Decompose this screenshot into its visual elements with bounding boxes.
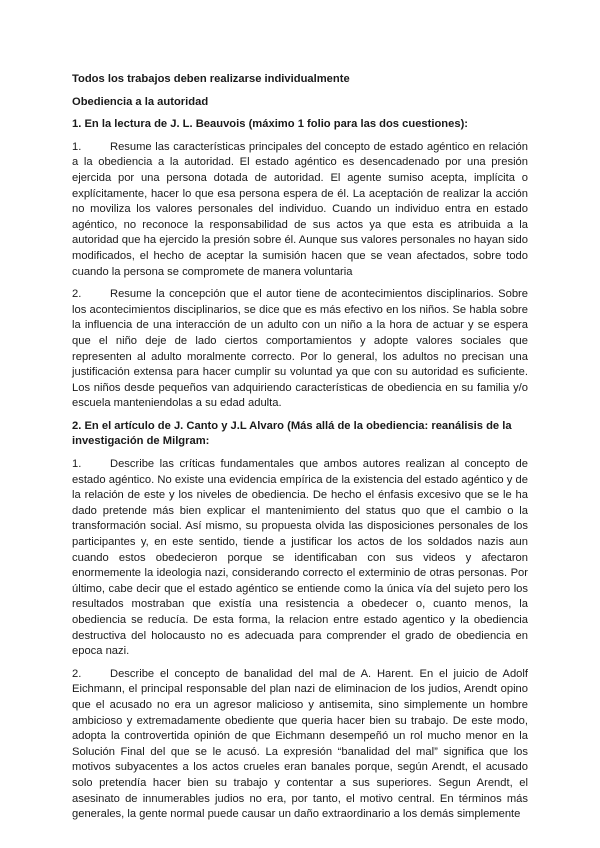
item-number: 2.	[72, 667, 82, 680]
section-1-heading: 1. En la lectura de J. L. Beauvois (máximo 1 folio para las dos cuestiones):	[72, 118, 469, 131]
item-text: Describe las críticas fundamentales que ambos autores realizan al concepto de estado agéntico. No existe una evidencia empírica de la existencia del estado agéntico y de la relación de este y los niveles de obediencia. De hecho el énfasis excesivo que se le ha dado pretende más bien explicar el mantenimiento del status quo que el cambio o la transformación social. Así mismo, su propuesta olvida las disposiciones personales de los participantes y, en este sentido, tiende a justificar los actos de los soldados nazis aun cuando estos obedecieron porque se identificaban con sus videos y afectaron enormemente la ideologia nazi, considerando correcto el exterminio de otras personas. Por último, cabe decir que el estado agéntico se entiende como la única vía del sujeto pero los resultados mostraban que existía una resistencia a obedecer o, cuanto menos, la obediencia se reducía. De esta forma, la relacion entre estado agentico y la obediencia destructiva del holocausto no es adecuada para comprender el grado de obediencia en epoca nazi.	[72, 458, 528, 658]
document-title: Obediencia a la autoridad	[72, 95, 209, 108]
item-number: 1.	[72, 140, 82, 153]
assignment-notice: Todos los trabajos deben realizarse individualmente	[72, 73, 350, 85]
item-text: Resume las características principales del concepto de estado agéntico en relación a la obediencia a la autoridad. El estado agéntico es desencadenado por una presión ejercida por una persona dotada de autoridad. El agente sumiso acepta, implícita o explícitamente, hacer lo que esa persona espera de él. La aceptación de realizar la acción no moviliza los valores personales del individuo. Cuando un individuo entra en estado agéntico, no reconoce la responsabilidad de sus actos ya que esta es atribuida a la autoridad que ha ejercido la presión sobre él. Aunque sus valores personales no hayan sido modificados, el hecho de aceptar la sumisión hacen que se vean afectados, sobre todo cuando la persona se compromete de manera voluntaria	[72, 140, 528, 278]
item-text: Resume la concepción que el autor tiene de acontecimientos disciplinarios. Sobre los acontecimientos disciplinarios, se dice que es más efectivo en los niños. Se habla sobre la influencia de una interacción de un adulto con un niño a la hora de actuar y se espera que el niño deje de lado ciertos comportamientos y adopte valores sociales que representen al adulto moralmente correcto. Por lo general, los adultos no precisan una justificación extensa para hacer cumplir su voluntad ya que con su autoridad es suficiente. Los niños desde pequeños van adquiriendo características de obediencia en su familia y/o escuela manteniendolas a su edad adulta.	[72, 288, 528, 410]
section-1-item-1	[72, 140, 528, 280]
section-2-heading: 2. En el artículo de J. Canto y J.L Alvaro (Más allá de la obediencia: reanálisis de la investigación de Milgram:	[72, 419, 512, 448]
item-text: Describe el concepto de banalidad del mal de A. Harent. En el juicio de Adolf Eichmann, el principal responsable del plan nazi de eliminacion de los judios, Arendt opino que el acusado no era un agresor malicioso y antisemita, sino simplemente un hombre ambicioso y extremadamente obediente que queria hacer bien su trabajo. De este modo, adopta la controvertida opinión de que Eichmann desempeñó un rol mucho menor en la Solución Final del que se le acusó. La expresión “banalidad del mal” significa que los motivos subyacentes a los actos crueles eran banales porque, según Arendt, el acusado solo pretendía hacer bien su trabajo y contentar a sus superiores. Segun Arendt, el asesinato de innumerables judios no era, por tanto, el motivo central. En términos más generales, la gente normal puede causar un daño extraordinario a los demás simplemente	[72, 667, 528, 821]
section-2-item-1	[72, 457, 528, 660]
section-1-item-2	[72, 287, 528, 412]
item-number: 1.	[72, 458, 82, 471]
item-number: 2.	[72, 288, 82, 301]
section-2-item-2	[72, 667, 528, 823]
